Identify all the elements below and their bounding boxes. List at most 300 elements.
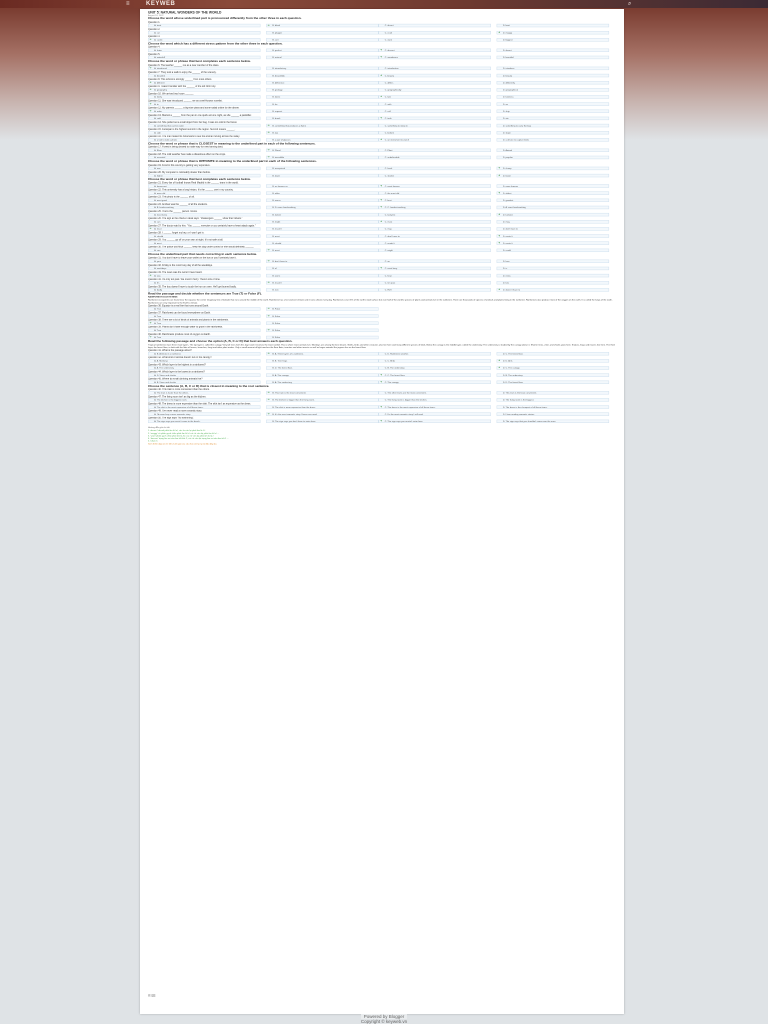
option-label: C. The other trains are the most convenient. <box>384 391 427 395</box>
correct-answer-arrow-icon: ➜ <box>498 241 501 245</box>
answer-option[interactable] <box>266 149 378 152</box>
answer-option[interactable] <box>148 206 260 209</box>
answer-option[interactable] <box>266 381 378 384</box>
answer-option[interactable] <box>379 66 491 69</box>
answer-option[interactable] <box>379 192 491 195</box>
answer-option[interactable] <box>497 31 609 34</box>
answer-option[interactable] <box>148 74 260 77</box>
answer-option[interactable] <box>379 102 491 105</box>
option-label: C. shorter <box>384 174 395 177</box>
answer-option[interactable] <box>266 307 378 310</box>
answer-option[interactable] <box>497 24 609 27</box>
option-label: A. It's <box>154 281 160 284</box>
answer-option[interactable] <box>148 102 260 105</box>
answer-option[interactable] <box>266 420 378 423</box>
option-label: C. geographically <box>384 88 402 91</box>
answer-option[interactable] <box>379 281 491 284</box>
answer-option[interactable] <box>148 307 260 310</box>
answer-option[interactable] <box>379 391 491 394</box>
question-stem: Question 43. Which layer is the highest in a rainforest? <box>148 363 206 367</box>
answer-option[interactable] <box>148 56 260 59</box>
answer-option[interactable] <box>497 156 609 159</box>
answer-option[interactable] <box>497 391 609 394</box>
answer-option[interactable] <box>266 352 378 355</box>
question-stem: Question 28. I ______ forget my key, or I won't get in. <box>148 231 205 235</box>
answer-option[interactable] <box>379 49 491 52</box>
answer-option[interactable] <box>148 329 260 332</box>
question-stem: Question 2. <box>148 27 161 31</box>
question-stem: Question 41. What is the passage about? <box>148 349 192 353</box>
answer-option[interactable] <box>497 184 609 187</box>
answer-option[interactable] <box>266 138 378 141</box>
question-block <box>148 363 616 370</box>
correct-answer-arrow-icon: ➜ <box>498 359 501 363</box>
option-label: C. may <box>384 227 392 231</box>
option-list <box>148 274 616 278</box>
answer-option[interactable] <box>148 249 260 252</box>
answer-option[interactable] <box>379 381 491 384</box>
answer-option[interactable] <box>379 174 491 177</box>
answer-option[interactable] <box>379 117 491 120</box>
answer-option[interactable] <box>266 366 378 369</box>
answer-option[interactable] <box>379 288 491 291</box>
answer-option[interactable] <box>266 281 378 284</box>
answer-option[interactable] <box>148 381 260 384</box>
correct-answer-arrow-icon: ➜ <box>267 248 270 252</box>
question-block <box>148 417 616 424</box>
answer-option[interactable] <box>148 131 260 134</box>
option-list <box>148 314 616 318</box>
answer-option[interactable] <box>148 220 260 223</box>
answer-option[interactable] <box>266 95 378 98</box>
option-label: A. famousest <box>154 184 167 188</box>
option-label: B. D. The forest floor. <box>272 366 293 370</box>
option-list <box>148 281 616 285</box>
answer-option[interactable] <box>379 95 491 98</box>
question-block <box>148 21 616 28</box>
answer-option[interactable] <box>266 206 378 209</box>
answer-option[interactable] <box>266 66 378 69</box>
answer-option[interactable] <box>148 174 260 177</box>
option-label: A. The train is faster than the others. <box>154 391 189 395</box>
option-label: A. weekdays <box>154 267 167 270</box>
answer-option[interactable] <box>497 359 609 362</box>
option-label: B. perfect <box>272 49 282 52</box>
answer-option[interactable] <box>148 406 260 409</box>
answer-option[interactable] <box>497 109 609 112</box>
answer-option[interactable] <box>497 381 609 384</box>
answer-option[interactable] <box>379 74 491 77</box>
correct-answer-arrow-icon: ➜ <box>379 184 382 188</box>
answer-option[interactable] <box>379 274 491 277</box>
answer-option[interactable] <box>266 259 378 262</box>
answer-option[interactable] <box>379 359 491 362</box>
answer-option[interactable] <box>379 373 491 376</box>
answer-option[interactable] <box>379 184 491 187</box>
answer-option[interactable] <box>379 124 491 127</box>
option-label: D. beautiful <box>502 56 514 59</box>
question-block <box>148 378 616 385</box>
answer-option[interactable] <box>148 281 260 284</box>
answer-option[interactable] <box>148 420 260 423</box>
answer-option[interactable] <box>266 56 378 59</box>
answer-option[interactable] <box>379 156 491 159</box>
answer-option[interactable] <box>148 234 260 237</box>
option-list <box>148 192 616 196</box>
answer-option[interactable] <box>266 406 378 409</box>
option-label: D. The sign says that you shouldn't come near the area. <box>502 420 556 423</box>
answer-option[interactable] <box>266 184 378 187</box>
answer-option[interactable] <box>148 192 260 195</box>
answer-option[interactable] <box>379 234 491 237</box>
question-block <box>148 203 616 210</box>
answer-option[interactable] <box>148 167 260 170</box>
answer-option[interactable] <box>379 38 491 41</box>
option-label: C. The sign says you mustn't swim here. <box>384 420 424 423</box>
option-list <box>148 413 616 417</box>
option-label: D. oldest <box>502 191 512 195</box>
answer-option[interactable] <box>379 109 491 112</box>
answer-option[interactable] <box>497 174 609 177</box>
menu-icon[interactable]: ≡ <box>126 1 130 7</box>
option-label: B. This train is the most convenient. <box>272 391 307 395</box>
answer-option[interactable] <box>266 413 378 416</box>
answer-option[interactable] <box>497 406 609 409</box>
answer-option[interactable] <box>379 366 491 369</box>
answer-option[interactable] <box>497 213 609 216</box>
answer-option[interactable] <box>148 352 260 355</box>
answer-option[interactable] <box>266 199 378 202</box>
answer-option[interactable] <box>266 31 378 34</box>
option-list <box>148 242 616 246</box>
answer-option[interactable] <box>266 192 378 195</box>
option-label: A. badly <box>154 288 162 291</box>
option-label: B. D. more hard-working <box>272 206 296 209</box>
option-label: B. False <box>272 321 281 325</box>
answer-option[interactable] <box>497 288 609 291</box>
answer-option[interactable] <box>148 314 260 317</box>
answer-option[interactable] <box>148 321 260 324</box>
question-block <box>148 53 616 60</box>
option-label: D. The living room is the biggest. <box>502 398 535 402</box>
answer-option[interactable] <box>266 359 378 362</box>
answer-option[interactable] <box>497 66 609 69</box>
answer-option[interactable] <box>497 149 609 152</box>
answer-option[interactable] <box>379 88 491 91</box>
answer-option[interactable] <box>497 249 609 252</box>
answer-option[interactable] <box>148 288 260 291</box>
answer-option[interactable] <box>379 249 491 252</box>
answer-option[interactable] <box>266 124 378 127</box>
correct-answer-arrow-icon: ➜ <box>149 102 152 106</box>
answer-option[interactable] <box>148 391 260 394</box>
answer-option[interactable] <box>148 81 260 84</box>
option-label: D. ship <box>502 109 510 113</box>
answer-option[interactable] <box>266 88 378 91</box>
question-block <box>148 121 616 128</box>
answer-option[interactable] <box>148 199 260 202</box>
answer-option[interactable] <box>148 267 260 270</box>
answer-option[interactable] <box>148 213 260 216</box>
answer-option[interactable] <box>266 274 378 277</box>
answer-option[interactable] <box>379 31 491 34</box>
answer-option[interactable] <box>148 49 260 52</box>
answer-option[interactable] <box>148 88 260 91</box>
answer-option[interactable] <box>148 156 260 159</box>
answer-option[interactable] <box>379 206 491 209</box>
answer-option[interactable] <box>266 234 378 237</box>
answer-option[interactable] <box>266 49 378 52</box>
question-stem: Question 6. The teacher ______ me as a new member of the class. <box>148 63 220 67</box>
answer-option[interactable] <box>497 366 609 369</box>
answer-option[interactable] <box>266 329 378 332</box>
correct-answer-arrow-icon: ➜ <box>379 205 382 209</box>
option-label: A. True <box>154 314 162 318</box>
answer-option[interactable] <box>497 74 609 77</box>
answer-option[interactable] <box>497 56 609 59</box>
option-label: B. for <box>272 102 278 106</box>
option-label: D. differently <box>502 81 515 84</box>
answer-option[interactable] <box>148 124 260 127</box>
answer-option[interactable] <box>497 124 609 127</box>
option-label: B. older <box>272 191 280 195</box>
search-icon[interactable]: ⌕ <box>628 1 632 7</box>
option-label: C. wonderous <box>384 56 398 59</box>
option-label: A. castle <box>154 38 163 41</box>
answer-option[interactable] <box>497 49 609 52</box>
answer-option[interactable] <box>497 420 609 423</box>
answer-option[interactable] <box>266 220 378 223</box>
answer-option[interactable] <box>497 131 609 134</box>
answer-option[interactable] <box>266 131 378 134</box>
answer-option[interactable] <box>266 81 378 84</box>
option-label: B. request <box>272 109 283 113</box>
question-block <box>148 285 616 292</box>
answer-option[interactable] <box>266 38 378 41</box>
option-list <box>148 206 616 210</box>
answer-option[interactable] <box>148 227 260 230</box>
answer-option[interactable] <box>379 138 491 141</box>
answer-option[interactable] <box>266 156 378 159</box>
answer-option[interactable] <box>379 81 491 84</box>
question-block <box>148 164 616 171</box>
answer-option[interactable] <box>379 213 491 216</box>
option-label: C. D. Rainforest weather. <box>384 352 409 355</box>
answer-option[interactable] <box>379 413 491 416</box>
answer-option[interactable] <box>497 206 609 209</box>
powered-by-link[interactable]: Powered by Blogger <box>361 1014 408 1019</box>
answer-option[interactable] <box>148 38 260 41</box>
option-label: D. lots <box>502 281 509 284</box>
answer-option[interactable] <box>379 149 491 152</box>
option-label: C. took <box>384 116 392 120</box>
section-instruction: Choose the sentence (A, B, C or D) that is closest in meaning to the root sentence. <box>148 384 270 388</box>
option-list <box>148 167 616 171</box>
question-block <box>148 128 616 135</box>
option-label: C. luckyest <box>384 213 396 216</box>
option-list <box>148 336 616 340</box>
answer-option[interactable] <box>148 138 260 141</box>
option-label: B. top <box>272 131 278 134</box>
answer-option[interactable] <box>379 267 491 270</box>
option-label: D. something to carry the bag <box>502 124 531 127</box>
answer-option[interactable] <box>497 138 609 141</box>
answer-option[interactable] <box>497 373 609 376</box>
answer-option[interactable] <box>497 267 609 270</box>
question-stem: Question 37. Rainforest can be found everywhere on Earth. <box>148 311 211 315</box>
answer-option[interactable] <box>148 274 260 277</box>
question-stem: Question 30. The police told Mick ______ keep his dog under control or she would definitely ______. <box>148 245 255 249</box>
option-list <box>148 329 616 333</box>
answer-option[interactable] <box>266 213 378 216</box>
answer-option[interactable] <box>379 398 491 401</box>
correct-answer-arrow-icon: ➜ <box>498 166 501 170</box>
question-stem: Question 47. The living room isn't as big as the kitchen. <box>148 395 207 399</box>
answer-option[interactable] <box>266 167 378 170</box>
answer-option[interactable] <box>497 95 609 98</box>
answer-option[interactable] <box>379 199 491 202</box>
section-instruction: Choose the word or phrase that best completes each sentence below. <box>148 177 251 181</box>
answer-option[interactable] <box>266 391 378 394</box>
answer-option[interactable] <box>379 167 491 170</box>
answer-option[interactable] <box>497 259 609 262</box>
answer-option[interactable] <box>148 31 260 34</box>
answer-option[interactable] <box>379 227 491 230</box>
answer-option[interactable] <box>497 167 609 170</box>
answer-option[interactable] <box>148 66 260 69</box>
option-label: A. should <box>154 234 164 238</box>
answer-option[interactable] <box>497 199 609 202</box>
answer-option[interactable] <box>148 373 260 376</box>
answer-option[interactable] <box>497 398 609 401</box>
answer-option[interactable] <box>266 321 378 324</box>
question-stem: Question 18. The cold weather has made a disastrous effect on the crops. <box>148 152 226 156</box>
answer-option[interactable] <box>497 227 609 230</box>
answer-option[interactable] <box>148 242 260 245</box>
answer-option[interactable] <box>379 420 491 423</box>
answer-option[interactable] <box>148 398 260 401</box>
option-list <box>148 174 616 178</box>
answer-option[interactable] <box>379 242 491 245</box>
answer-option[interactable] <box>148 109 260 112</box>
correct-answer-arrow-icon: ➜ <box>267 412 270 416</box>
answer-option[interactable] <box>379 131 491 134</box>
question-block <box>148 224 616 231</box>
question-block <box>148 403 616 410</box>
answer-option[interactable] <box>497 352 609 355</box>
option-label: D. may <box>502 220 510 223</box>
answer-option[interactable] <box>266 398 378 401</box>
option-label: A. B. Animals in a rainforest. <box>154 352 182 355</box>
question-block <box>148 333 616 340</box>
answer-option[interactable] <box>497 220 609 223</box>
option-list <box>148 220 616 224</box>
answer-option[interactable] <box>266 336 378 339</box>
answer-option[interactable] <box>497 274 609 277</box>
answer-option[interactable] <box>266 227 378 230</box>
option-list <box>148 124 616 128</box>
option-label: A. higher <box>154 174 163 177</box>
answer-option[interactable] <box>266 373 378 376</box>
answer-option[interactable] <box>148 184 260 187</box>
answer-option[interactable] <box>266 314 378 317</box>
answer-option[interactable] <box>148 359 260 362</box>
question-block <box>148 319 616 326</box>
correct-answer-arrow-icon: ➜ <box>149 109 152 113</box>
correct-answer-arrow-icon: ➜ <box>379 95 382 98</box>
answer-option[interactable] <box>148 413 260 416</box>
top-bar <box>0 0 768 8</box>
question-stem: Question 22. This university has a long history. It's the ______ one in my country. <box>148 188 234 192</box>
answer-option[interactable] <box>148 24 260 27</box>
answer-option[interactable] <box>266 174 378 177</box>
option-label: D. goodest <box>502 199 514 202</box>
answer-option[interactable] <box>148 366 260 369</box>
question-stem: Question 49. I've never read a more romantic story. <box>148 409 203 413</box>
option-label: D. don't have to <box>502 227 518 231</box>
answer-option[interactable] <box>266 24 378 27</box>
answer-option[interactable] <box>497 88 609 91</box>
answer-option[interactable] <box>497 413 609 416</box>
site-brand[interactable]: KEYWEB <box>146 1 176 7</box>
answer-option[interactable] <box>379 56 491 59</box>
answer-option[interactable] <box>148 259 260 262</box>
answer-option[interactable] <box>497 38 609 41</box>
answer-option[interactable] <box>497 117 609 120</box>
answer-option[interactable] <box>148 95 260 98</box>
passage-title: RAINFOREST ECOSYSTEMS <box>148 295 178 299</box>
answer-line: 4. 'dessert' trọng âm rơi vào âm tiết thứ 2, các từ còn lại trọng âm rơi vào âm tiết 1 ... <box>148 437 229 440</box>
question-block <box>148 135 616 142</box>
answer-option[interactable] <box>497 281 609 284</box>
option-label: B. of <box>272 267 277 270</box>
answer-option[interactable] <box>379 352 491 355</box>
answer-option[interactable] <box>266 242 378 245</box>
answer-option[interactable] <box>379 406 491 409</box>
answer-option[interactable] <box>148 117 260 120</box>
answer-option[interactable] <box>379 259 491 262</box>
option-label: B. difference <box>272 81 285 84</box>
option-label: C. on <box>384 259 390 263</box>
answer-option[interactable] <box>148 336 260 339</box>
question-stem: Question 44. Which layer is the lowest in a rainforest? <box>148 370 205 374</box>
option-label: C. might <box>384 249 393 252</box>
option-label: D. A. most hard-working <box>502 206 526 209</box>
answer-option[interactable] <box>379 220 491 223</box>
answer-option[interactable] <box>266 249 378 252</box>
option-label: B. geology <box>272 88 283 91</box>
answer-option[interactable] <box>497 81 609 84</box>
answer-option[interactable] <box>266 109 378 112</box>
answer-option[interactable] <box>266 102 378 105</box>
answer-option[interactable] <box>266 267 378 270</box>
answer-option[interactable] <box>497 234 609 237</box>
correct-answer-arrow-icon: ➜ <box>149 87 152 91</box>
question-block <box>148 171 616 178</box>
answer-option[interactable] <box>497 242 609 245</box>
option-label: C. most famous <box>384 184 400 188</box>
answer-option[interactable] <box>497 192 609 195</box>
answer-option[interactable] <box>266 117 378 120</box>
answer-option[interactable] <box>266 288 378 291</box>
answer-line: 5. Chọn C <box>148 439 158 443</box>
correct-answer-arrow-icon: ➜ <box>267 314 270 318</box>
option-label: B. luckier <box>272 213 282 216</box>
answer-option[interactable] <box>148 149 260 152</box>
answer-option[interactable] <box>266 74 378 77</box>
answer-option[interactable] <box>497 102 609 105</box>
answer-option[interactable] <box>379 24 491 27</box>
